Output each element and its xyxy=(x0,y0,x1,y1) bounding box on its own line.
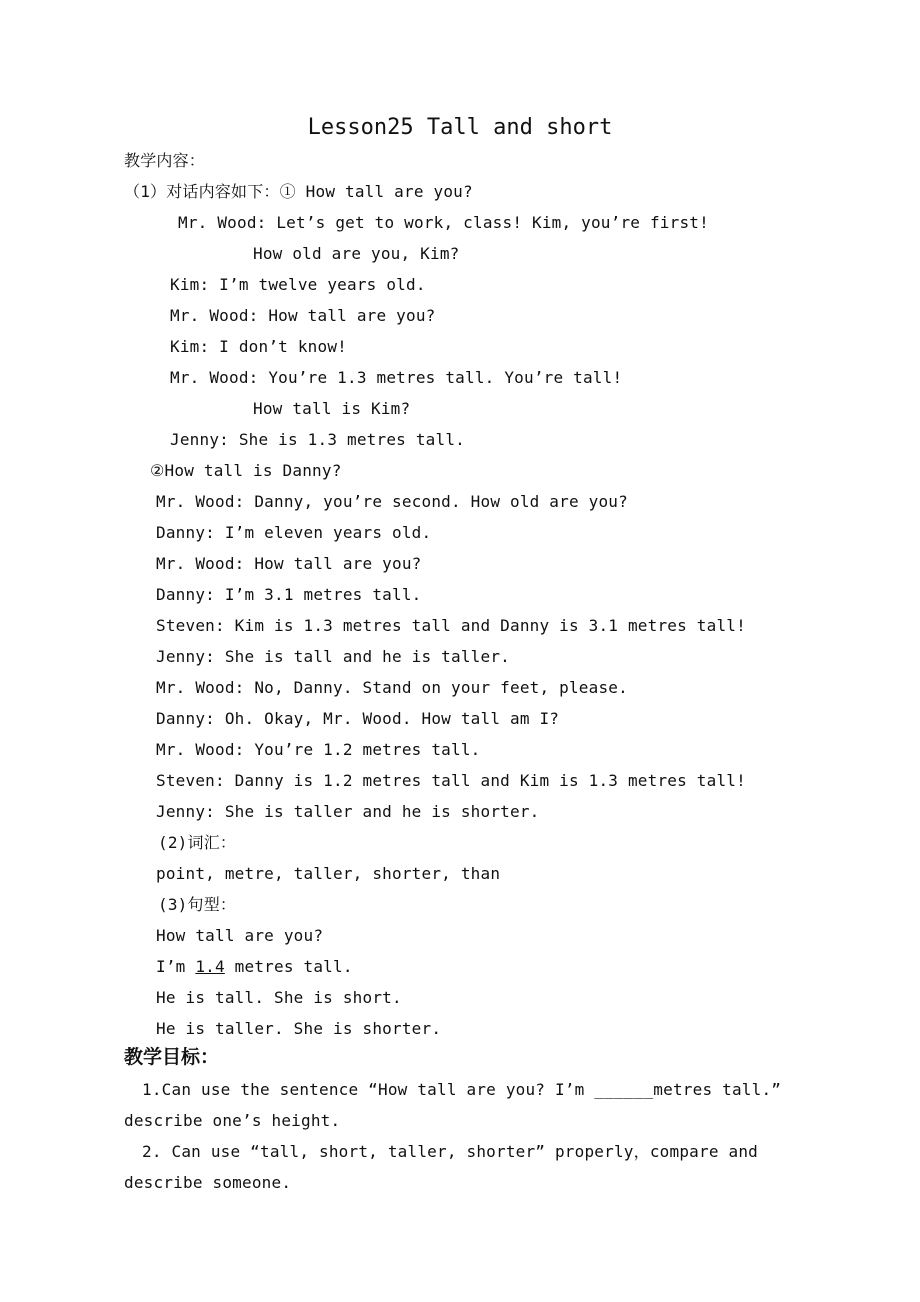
dialogue-line: Jenny: She is taller and he is shorter. xyxy=(156,802,540,821)
sentence-suffix: metres tall. xyxy=(224,957,353,976)
dialogue-line: Mr. Wood: How tall are you? xyxy=(170,306,436,325)
page-title: Lesson25 Tall and short xyxy=(307,115,613,140)
dialogue-line: Kim: I don’t know! xyxy=(170,337,347,356)
dialogue-part2-heading: ②How tall is Danny? xyxy=(150,461,342,480)
dialogue-line: Mr. Wood: Danny, you’re second. How old are you? xyxy=(156,492,628,511)
objective-line: describe one’s height. xyxy=(124,1111,341,1130)
sentence-line: He is taller. She is shorter. xyxy=(156,1019,442,1038)
dialogue-line: Jenny: She is 1.3 metres tall. xyxy=(170,430,465,449)
sentences-label: (3)句型： xyxy=(158,895,237,914)
dialogue-line: How old are you, Kim? xyxy=(253,244,460,263)
dialogue-line: Danny: I’m 3.1 metres tall. xyxy=(156,585,422,604)
sentence-line: He is tall. She is short. xyxy=(156,988,402,1007)
dialogue-line: Mr. Wood: Let’s get to work, class! Kim, you’re first! xyxy=(178,213,709,232)
underlined-height: 1.4 xyxy=(195,957,225,976)
dialogue-line: Mr. Wood: How tall are you? xyxy=(156,554,422,573)
dialogue-line: How tall is Kim? xyxy=(253,399,411,418)
objective-line: 1.Can use the sentence “How tall are you? I’m ______metres tall.” xyxy=(142,1080,782,1099)
objective-line: 2. Can use “tall, short, taller, shorter” properly，compare and xyxy=(142,1142,759,1161)
dialogue-line: Mr. Wood: You’re 1.2 metres tall. xyxy=(156,740,481,759)
objectives-heading: 教学目标： xyxy=(124,1046,220,1068)
dialogue-line: Mr. Wood: You’re 1.3 metres tall. You’re tall! xyxy=(170,368,623,387)
dialogue-line: Steven: Kim is 1.3 metres tall and Danny is 3.1 metres tall! xyxy=(156,616,746,635)
vocab-words: point, metre, taller, shorter, than xyxy=(156,864,501,883)
dialogue-line: Danny: I’m eleven years old. xyxy=(156,523,432,542)
content-label: 教学内容： xyxy=(124,151,206,170)
dialogue-line: Danny: Oh. Okay, Mr. Wood. How tall am I? xyxy=(156,709,560,728)
sentence-line: How tall are you? xyxy=(156,926,324,945)
dialogue-line: Mr. Wood: No, Danny. Stand on your feet, please. xyxy=(156,678,628,697)
sentence-line xyxy=(156,957,353,977)
dialogue-line: Steven: Danny is 1.2 metres tall and Kim is 1.3 metres tall! xyxy=(156,771,746,790)
dialogue-line: Kim: I’m twelve years old. xyxy=(170,275,426,294)
dialogue-intro: （1）对话内容如下：① How tall are you? xyxy=(124,182,473,201)
objective-line: describe someone. xyxy=(124,1173,292,1192)
vocab-label: (2)词汇： xyxy=(158,833,237,852)
dialogue-line: Jenny: She is tall and he is taller. xyxy=(156,647,510,666)
sentence-prefix: I’m xyxy=(156,957,196,976)
